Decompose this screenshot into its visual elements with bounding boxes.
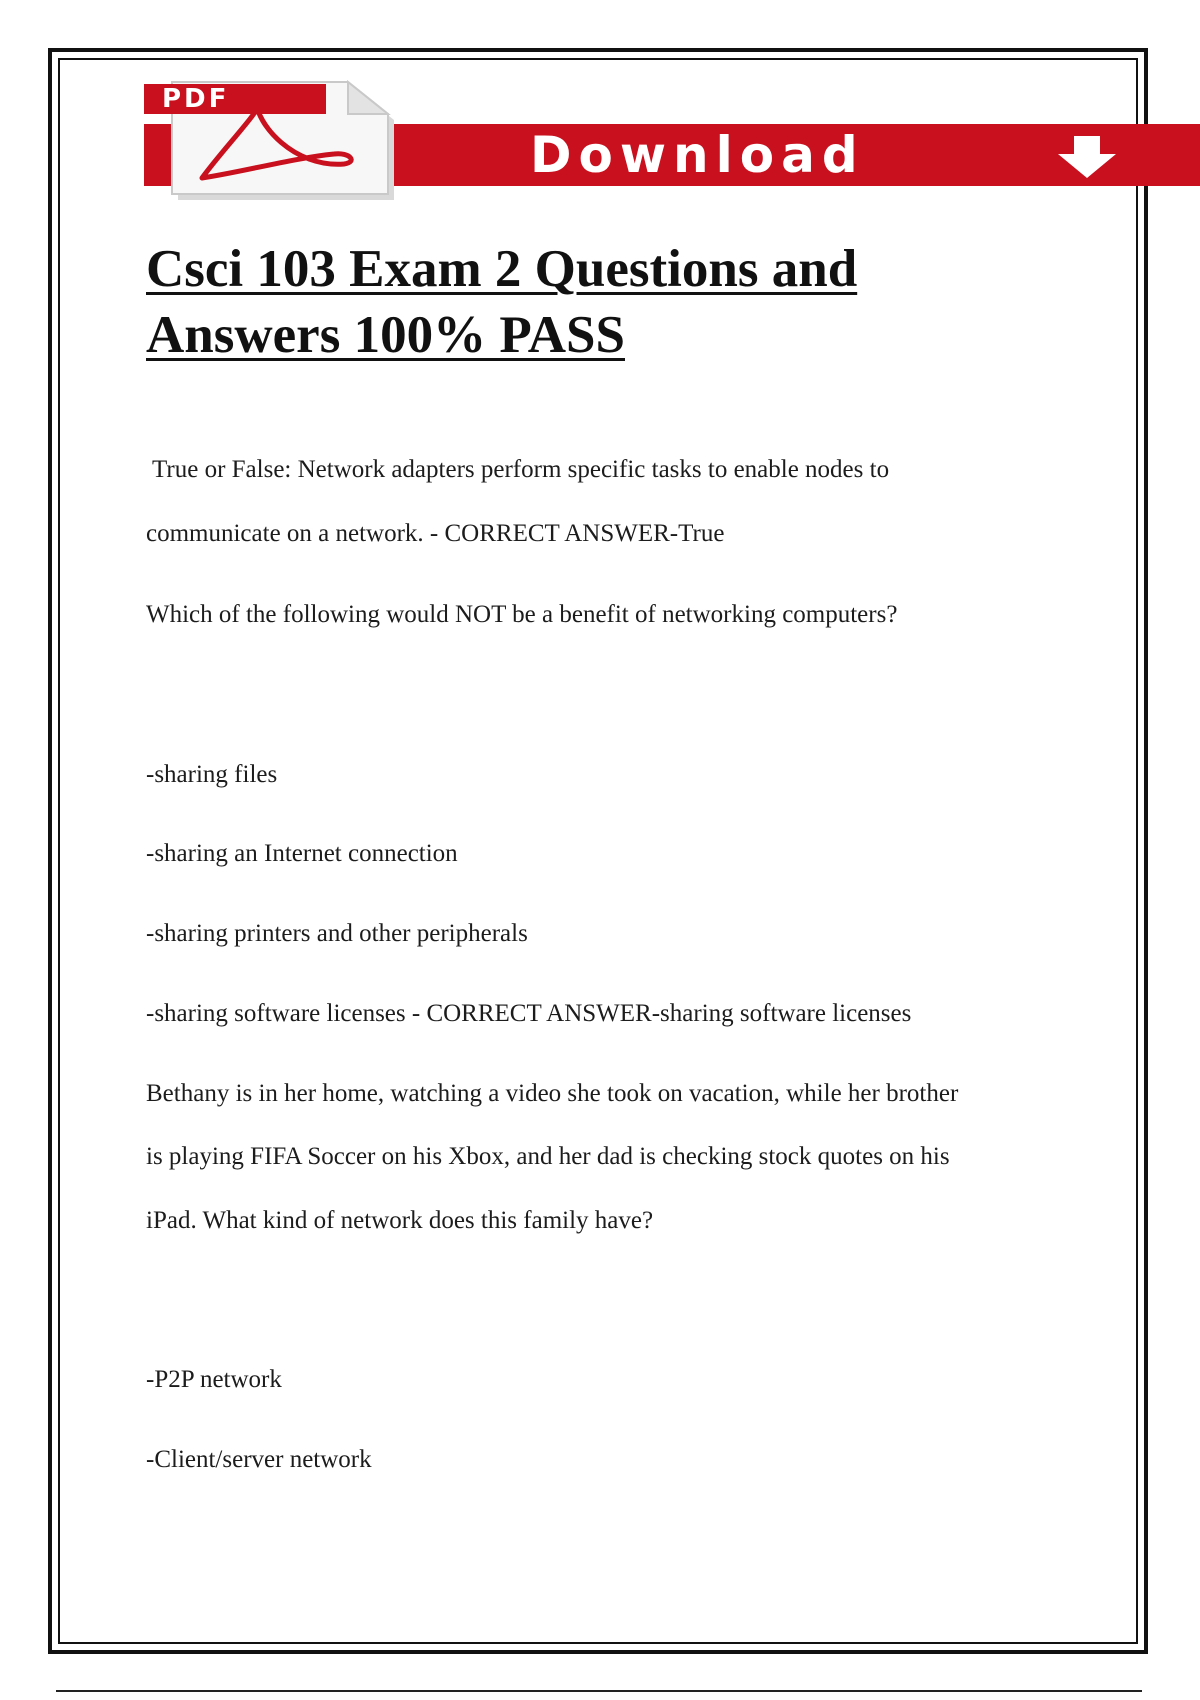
q3-line-3: iPad. What kind of network does this family have? bbox=[146, 1207, 654, 1234]
q1-line-1: True or False: Network adapters perform specific tasks to enable nodes to bbox=[152, 456, 890, 483]
download-label: Download bbox=[530, 126, 865, 184]
q2-option-1: -sharing files bbox=[146, 761, 278, 788]
q1-line-2: communicate on a network. - CORRECT ANSWER-True bbox=[146, 520, 725, 547]
title-line-2: Answers 100% PASS bbox=[146, 306, 625, 364]
q3-option-2: -Client/server network bbox=[146, 1446, 372, 1473]
q2-question: Which of the following would NOT be a benefit of networking computers? bbox=[146, 601, 898, 628]
q2-option-3: -sharing printers and other peripherals bbox=[146, 920, 528, 947]
pdf-document-icon bbox=[144, 78, 414, 200]
q2-option-2: -sharing an Internet connection bbox=[146, 840, 458, 867]
footer-divider bbox=[56, 1690, 1142, 1692]
down-arrow-icon bbox=[1052, 132, 1122, 180]
document-title bbox=[146, 236, 1046, 368]
q2-option-4: -sharing software licenses - CORRECT ANSWER-sharing software licenses bbox=[146, 1000, 912, 1027]
title-line-1: Csci 103 Exam 2 Questions and bbox=[146, 240, 858, 298]
pdf-label: PDF bbox=[144, 84, 326, 114]
q3-option-1: -P2P network bbox=[146, 1366, 282, 1393]
q3-line-2: is playing FIFA Soccer on his Xbox, and her dad is checking stock quotes on his bbox=[146, 1143, 950, 1170]
q3-line-1: Bethany is in her home, watching a video she took on vacation, while her brother bbox=[146, 1080, 959, 1107]
